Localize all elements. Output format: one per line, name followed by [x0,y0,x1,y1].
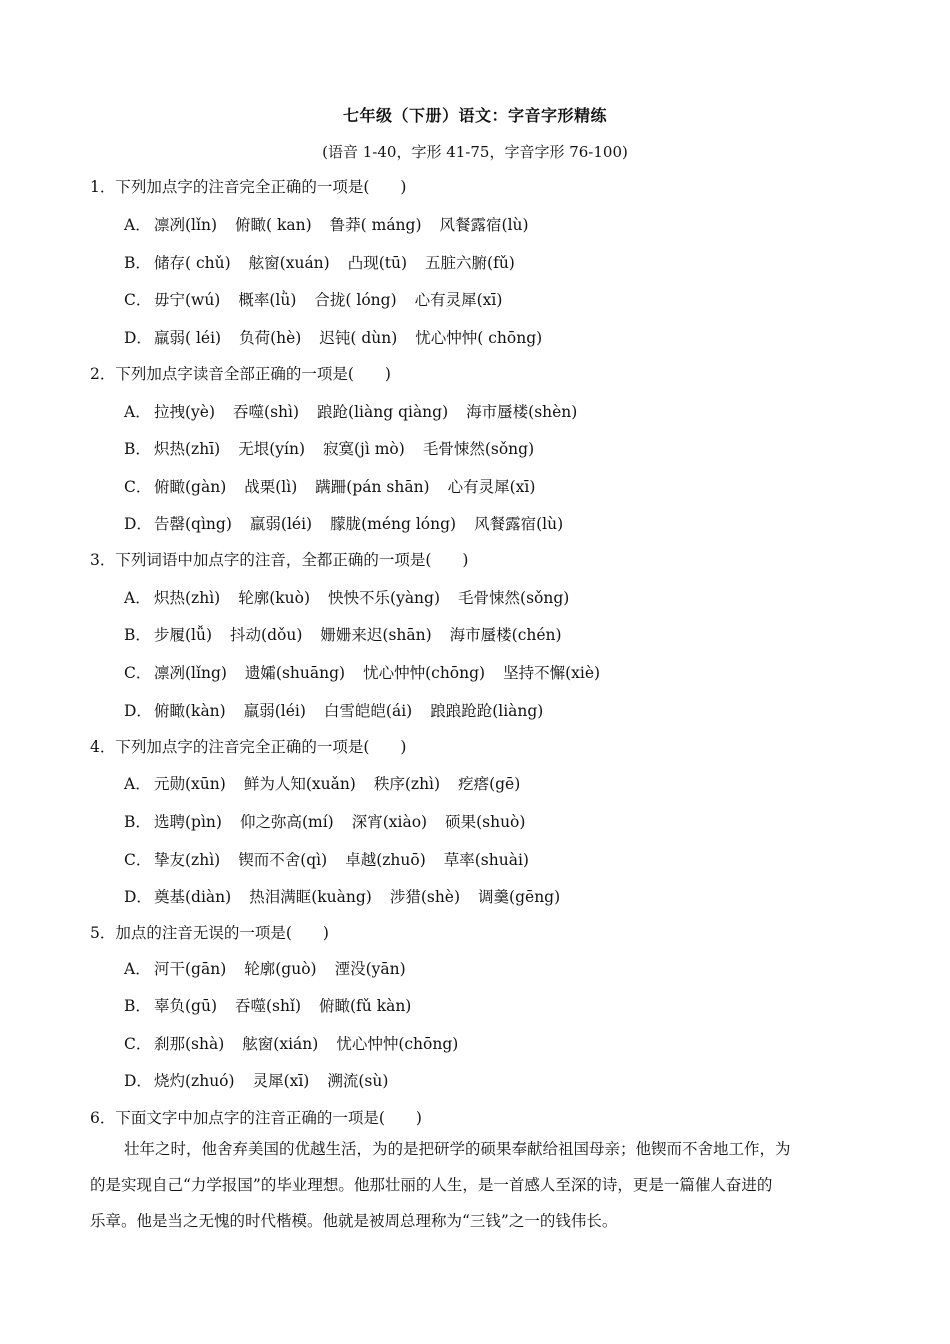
option-item: 坚持不懈(xiè) [503,664,601,682]
document-title: 七年级（下册）语文：字音字形精练 [342,106,607,125]
option-row[interactable] [124,400,595,422]
option-item: 炽热(zhī) [154,440,221,458]
option-row[interactable] [124,288,520,310]
option-item: 战栗(lì) [244,478,298,496]
option-item: 调羹(gēng) [478,888,561,906]
option-item: 硕果(shuò) [445,813,526,831]
option-item: 忧心忡忡(chōng) [336,1035,459,1053]
option-item: 步履(lǚ) [154,626,213,644]
option-item: 卓越(zhuō) [345,851,426,869]
passage-line: 壮年之时，他舍弃美国的优越生活，为的是把研学的硕果奉献给祖国母亲；他锲而不舍地工作，为 [124,1140,791,1158]
option-item: 烧灼(zhuó) [154,1072,235,1090]
question-stem: 2．下列加点字读音全部正确的一项是( ) [90,365,391,383]
option-item: 吞噬(shǐ) [235,997,301,1015]
option-label: A． [124,403,151,421]
option-item: 灵犀(xī) [252,1072,310,1090]
option-row[interactable] [124,661,618,683]
option-item: 拉拽(yè) [154,403,216,421]
passage-line: 乐章。他是当之无愧的时代楷模。他就是被周总理称为“三钱”之一的钱伟长。 [90,1212,618,1230]
option-item: 告罄(qìng) [154,515,232,533]
option-item: 怏怏不乐(yàng) [328,589,441,607]
option-item: 河干(gān) [154,960,227,978]
option-item: 心有灵犀(xī) [414,291,503,309]
option-item: 俯瞰( kan) [235,216,312,234]
option-item: 深宵(xiào) [351,813,428,831]
option-label: A． [124,589,151,607]
option-item: 鲁莽( máng) [329,216,422,234]
option-item: 风餐露宿(lù) [474,515,564,533]
option-item: 元勋(xūn) [154,775,226,793]
option-row[interactable] [124,885,578,907]
option-row[interactable] [124,848,547,870]
option-label: B． [124,997,151,1015]
option-row[interactable] [124,475,553,497]
option-item: 忧心忡忡( chōng) [415,329,543,347]
option-label: A． [124,216,151,234]
option-label: C． [124,1035,152,1053]
option-item: 无垠(yín) [238,440,305,458]
option-item: 毛骨悚然(sǒng) [458,589,570,607]
option-item: 俯瞰(fǔ kàn) [319,997,412,1015]
option-label: B． [124,254,151,272]
option-item: 湮没(yān) [334,960,406,978]
option-row[interactable] [124,810,543,832]
option-item: 储存( chǔ) [154,254,231,272]
reading-passage [90,1131,860,1239]
question-stem: 3．下列词语中加点字的注音，全都正确的一项是( ) [90,551,469,569]
option-row[interactable] [124,1069,406,1091]
option-item: 舷窗(xián) [242,1035,319,1053]
option-item: 选聘(pìn) [154,813,222,831]
option-item: 炽热(zhì) [154,589,221,607]
option-item: 概率(lǜ) [238,291,297,309]
option-item: 涉猎(shè) [389,888,461,906]
option-item: 朦胧(méng lóng) [330,515,457,533]
option-item: 疙瘩(gē) [458,775,521,793]
option-item: 羸弱( léi) [154,329,222,347]
option-item: 合拢( lóng) [314,291,397,309]
option-item: 吞噬(shì) [233,403,300,421]
question-stem: 1．下列加点字的注音完全正确的一项是( ) [90,178,407,196]
option-item: 俯瞰(gàn) [154,478,227,496]
option-item: 白雪皑皑(ái) [323,702,413,720]
option-item: 刹那(shà) [154,1035,225,1053]
option-item: 负荷(hè) [239,329,302,347]
option-item: 姗姗来迟(shān) [320,626,432,644]
option-item: 草率(shuài) [443,851,529,869]
option-label: C． [124,478,152,496]
option-row[interactable] [124,994,429,1016]
option-label: B． [124,626,151,644]
option-item: 俯瞰(kàn) [154,702,226,720]
option-item: 轮廓(guò) [244,960,317,978]
option-item: 踉踉跄跄(liàng) [430,702,544,720]
option-row[interactable] [124,1032,476,1054]
option-item: 羸弱(léi) [243,702,306,720]
option-row[interactable] [124,326,560,348]
option-item: 热泪满眶(kuàng) [249,888,372,906]
option-item: 溯流(sù) [327,1072,389,1090]
option-item: 鲜为人知(xuǎn) [243,775,356,793]
option-row[interactable] [124,586,587,608]
option-item: 毋宁(wú) [154,291,221,309]
option-item: 抖动(dǒu) [230,626,303,644]
option-item: 秩序(zhì) [373,775,441,793]
option-item: 轮廓(kuò) [238,589,311,607]
question-stem: 6．下面文字中加点字的注音正确的一项是( ) [90,1109,422,1127]
option-label: D． [124,515,152,533]
option-item: 辜负(gū) [154,997,217,1015]
option-item: 凸现(tū) [347,254,408,272]
option-item: 踉跄(liàng qiàng) [317,403,449,421]
option-item: 五脏六腑(fǔ) [425,254,515,272]
option-item: 锲而不舍(qì) [238,851,328,869]
option-item: 海市蜃楼(shèn) [466,403,578,421]
option-label: C． [124,291,152,309]
option-item: 寂寞(jì mò) [323,440,405,458]
option-label: D． [124,702,152,720]
option-item: 羸弱(léi) [249,515,313,533]
option-item: 挚友(zhì) [154,851,221,869]
option-item: 仰之弥高(mí) [239,813,334,831]
option-item: 凛冽(lǐn) [154,216,217,234]
option-label: D． [124,888,152,906]
option-label: C． [124,851,152,869]
option-row[interactable] [124,251,533,273]
option-item: 风餐露宿(lù) [439,216,529,234]
document-subtitle: (语音 1-40，字形 41-75，字音字形 76-100) [322,143,628,161]
option-item: 心有灵犀(xī) [447,478,536,496]
option-row[interactable] [124,957,424,979]
option-row[interactable] [124,623,580,645]
option-label: D． [124,1072,152,1090]
option-row[interactable] [124,437,552,459]
option-label: C． [124,664,152,682]
option-label: B． [124,440,151,458]
passage-line: 的是实现自己“力学报国”的毕业理想。他那壮丽的人生，是一首感人至深的诗，更是一篇催人奋进的 [90,1176,773,1194]
option-item: 蹒跚(pán shān) [315,478,430,496]
option-row[interactable] [124,699,561,721]
option-item: 忧心忡忡(chōng) [363,664,486,682]
option-row[interactable] [124,512,581,534]
question-stem: 4．下列加点字的注音完全正确的一项是( ) [90,738,407,756]
option-item: 毛骨悚然(sǒng) [422,440,535,458]
option-label: B． [124,813,151,831]
option-label: A． [124,960,151,978]
option-row[interactable] [124,213,547,235]
option-item: 迟钝( dùn) [319,329,398,347]
option-item: 舷窗(xuán) [248,254,330,272]
option-item: 奠基(diàn) [154,888,232,906]
question-stem: 5．加点的注音无误的一项是( ) [90,924,329,942]
option-item: 遗孀(shuāng) [244,664,346,682]
option-label: D． [124,329,152,347]
option-item: 凛冽(lǐng) [154,664,227,682]
option-row[interactable] [124,772,538,794]
option-item: 海市蜃楼(chén) [449,626,562,644]
option-label: A． [124,775,151,793]
